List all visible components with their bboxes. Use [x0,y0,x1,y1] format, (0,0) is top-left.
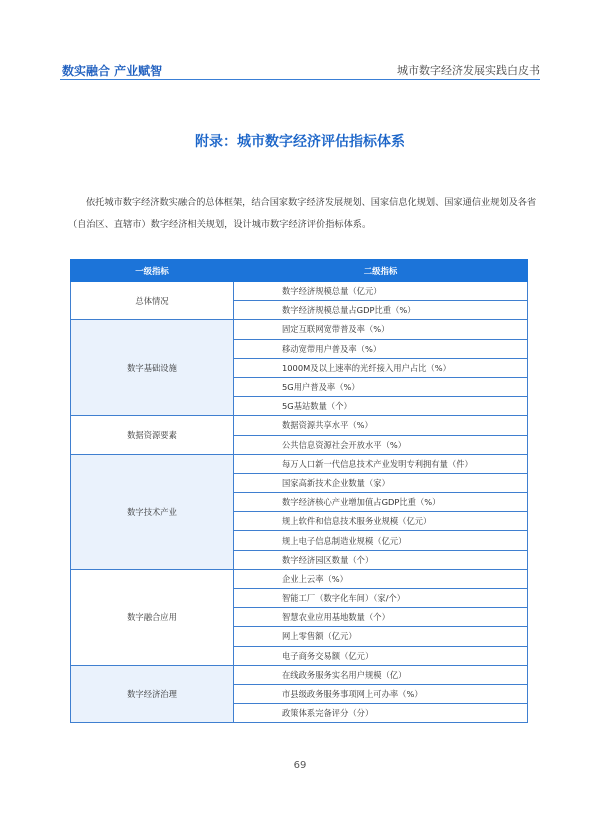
header-level2: 二级指标 [234,260,528,282]
level2-indicator: 政策体系完备评分（分） [234,704,528,723]
level2-indicator: 规上软件和信息技术服务业规模（亿元） [234,512,528,531]
level2-indicator: 固定互联网宽带普及率（%） [234,320,528,339]
level1-indicator: 数字基础设施 [71,320,234,416]
level1-indicator: 数字融合应用 [71,569,234,665]
intro-paragraph: 依托城市数字经济数实融合的总体框架，结合国家数字经济发展规划、国家信息化规划、国家通信业规划及各省（自治区、直辖市）数字经济相关规划，设计城市数字经济评价指标体系。 [68,197,537,230]
level2-indicator: 规上电子信息制造业规模（亿元） [234,531,528,550]
level1-indicator: 数字经济治理 [71,665,234,723]
level2-indicator: 移动宽带用户普及率（%） [234,339,528,358]
section-title: 附录：城市数字经济评估指标体系 [195,134,405,150]
level2-indicator: 数字经济规模总量（亿元） [234,282,528,301]
level2-indicator: 市县级政务服务事项网上可办率（%） [234,684,528,703]
level2-indicator: 数字经济规模总量占GDP比重（%） [234,301,528,320]
table-row [71,454,528,473]
table-row [71,665,528,684]
level1-indicator: 数据资源要素 [71,416,234,454]
indicator-group [71,454,528,569]
table-row [71,320,528,339]
header-left-title: 数实融合 产业赋智 [62,64,163,78]
level2-indicator: 5G用户普及率（%） [234,377,528,396]
indicator-group [71,569,528,665]
indicator-group [71,320,528,416]
header-right-title: 城市数字经济发展实践白皮书 [397,64,540,77]
level2-indicator: 数字经济核心产业增加值占GDP比重（%） [234,493,528,512]
level2-indicator: 数据资源共享水平（%） [234,416,528,435]
level2-indicator: 每万人口新一代信息技术产业发明专利拥有量（件） [234,454,528,473]
level2-indicator: 公共信息资源社会开放水平（%） [234,435,528,454]
header-divider [60,79,540,80]
indicator-group [71,416,528,454]
header-level1: 一级指标 [71,260,234,282]
level2-indicator: 5G基站数量（个） [234,397,528,416]
table-row [71,282,528,301]
level2-indicator: 电子商务交易额（亿元） [234,646,528,665]
page-number: 69 [293,760,307,771]
level2-indicator: 1000M及以上速率的光纤接入用户占比（%） [234,358,528,377]
table-row [71,416,528,435]
table-row [71,569,528,588]
level2-indicator: 企业上云率（%） [234,569,528,588]
indicator-table [70,259,528,723]
level1-indicator: 数字技术产业 [71,454,234,569]
indicator-group [71,665,528,723]
level2-indicator: 网上零售额（亿元） [234,627,528,646]
level2-indicator: 智慧农业应用基地数量（个） [234,608,528,627]
level2-indicator: 国家高新技术企业数量（家） [234,473,528,492]
indicator-group [71,282,528,320]
level2-indicator: 数字经济园区数量（个） [234,550,528,569]
level1-indicator: 总体情况 [71,282,234,320]
level2-indicator: 智能工厂（数字化车间）（家/个） [234,589,528,608]
level2-indicator: 在线政务服务实名用户规模（亿） [234,665,528,684]
table-header-row [71,260,528,282]
